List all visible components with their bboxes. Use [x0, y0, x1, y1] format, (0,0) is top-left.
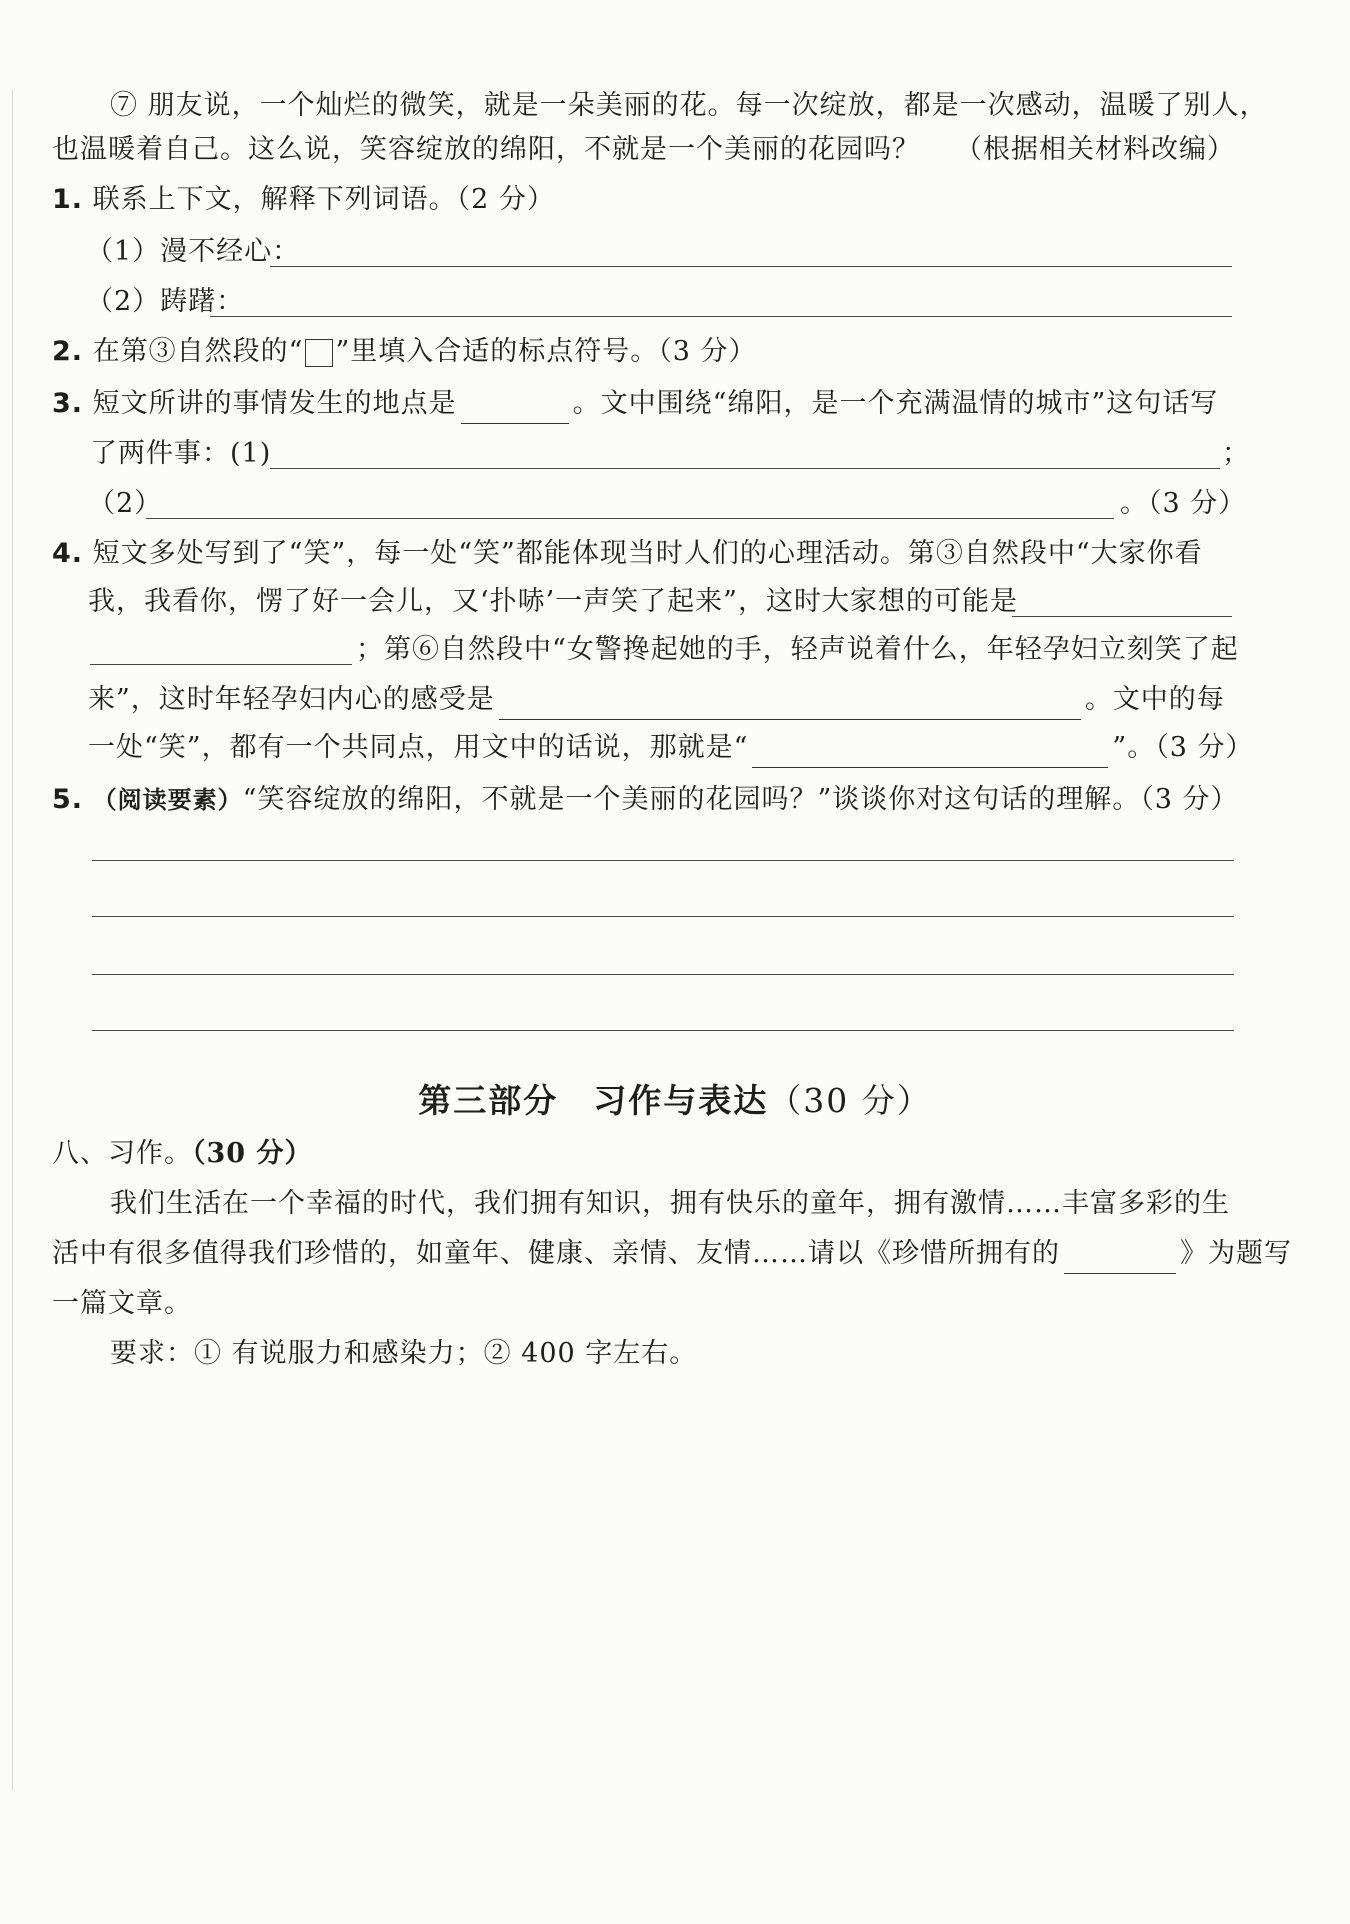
- answer-line-q5-3[interactable]: [92, 974, 1234, 975]
- answer-line-q4-2[interactable]: [499, 689, 1081, 720]
- writing-line-2b: 》为题写: [1180, 1238, 1292, 1269]
- question-1-item-1: （1）漫不经心：: [86, 236, 301, 267]
- reading-element-tag: （阅读要素）: [92, 785, 243, 814]
- question-4-text-4b: 。文中的每: [1084, 684, 1225, 715]
- writing-heading-points: （30 分）: [192, 1138, 313, 1169]
- question-1-number: 1.: [52, 184, 84, 215]
- answer-line-q5-1[interactable]: [92, 860, 1234, 861]
- question-3-text-b: 。文中围绕“绵阳，是一个充满温情的城市”这句话写: [572, 388, 1219, 419]
- question-1-text: 联系上下文，解释下列词语。（2 分）: [92, 184, 555, 215]
- question-3-line-2: 了两件事：(1): [90, 438, 272, 469]
- question-4-text-1: 短文多处写到了“笑”，每一处“笑”都能体现当时人们的心理活动。第③自然段中“大家你看: [92, 538, 1203, 569]
- question-5-text: “笑容绽放的绵阳，不就是一个美丽的花园吗？”谈谈你对这句话的理解。（3 分）: [242, 784, 1239, 815]
- section-3-points: （30 分）: [768, 1081, 932, 1120]
- question-3-number: 3.: [52, 388, 84, 419]
- question-1-item-2: （2）踌躇：: [86, 286, 245, 317]
- answer-line-q1-2[interactable]: [210, 316, 1232, 317]
- question-2: [52, 332, 757, 372]
- writing-line-3: 一篇文章。: [52, 1288, 192, 1319]
- question-5-number: 5.: [52, 784, 84, 815]
- section-3-title: [0, 1075, 1350, 1122]
- question-3-line-3-end: 。（3 分）: [1120, 488, 1247, 519]
- question-2-text-b: ”里填入合适的标点符号。（3 分）: [335, 336, 757, 367]
- question-3-line-1: [52, 384, 1218, 424]
- writing-requirements: 要求：① 有说服力和感染力；② 400 字左右。: [110, 1338, 698, 1369]
- question-4-text-4a: 来”，这时年轻孕妇内心的感受是: [88, 684, 495, 715]
- question-4-line-2: 我，我看你，愣了好一会儿，又‘扑哧’一声笑了起来”，这时大家想的可能是: [88, 586, 1018, 617]
- question-5: [52, 780, 1239, 820]
- answer-line-q4-1a[interactable]: [1012, 616, 1232, 617]
- writing-line-2a: 活中有很多值得我们珍惜的，如童年、健康、亲情、友情……请以《珍惜所拥有的: [52, 1238, 1060, 1269]
- answer-line-q5-2[interactable]: [92, 916, 1234, 917]
- answer-line-q4-3[interactable]: [752, 737, 1108, 768]
- question-3-line-2-end: ；: [1222, 438, 1250, 469]
- answer-line-q3-1[interactable]: [270, 468, 1220, 469]
- writing-line-2: [52, 1234, 1292, 1274]
- question-2-text-a: 在第③自然段的“: [92, 336, 304, 367]
- answer-line-q5-4[interactable]: [92, 1030, 1234, 1031]
- question-2-number: 2.: [52, 336, 84, 367]
- place-blank[interactable]: [461, 393, 569, 424]
- title-blank[interactable]: [1064, 1243, 1176, 1274]
- writing-heading-text: 八、习作。: [52, 1138, 192, 1169]
- answer-line-q3-2[interactable]: [146, 518, 1114, 519]
- writing-line-1: 我们生活在一个幸福的时代，我们拥有知识，拥有快乐的童年，拥有激情……丰富多彩的生: [110, 1188, 1230, 1219]
- question-4-text-5b: ”。（3 分）: [1112, 732, 1254, 763]
- answer-line-q4-1b[interactable]: [90, 664, 352, 665]
- question-1: [52, 180, 555, 220]
- question-4-line-4: [88, 680, 1225, 720]
- question-4-line-1: [52, 534, 1203, 574]
- answer-line-q1-1[interactable]: [270, 266, 1232, 267]
- question-4-number: 4.: [52, 538, 84, 569]
- punctuation-box[interactable]: [305, 339, 333, 367]
- passage-source: （根据相关材料改编）: [955, 134, 1235, 165]
- writing-heading: [52, 1134, 312, 1174]
- question-3-text-a: 短文所讲的事情发生的地点是: [92, 388, 457, 419]
- margin-line: [12, 90, 13, 1790]
- passage-para7-line1: ⑦ 朋友说，一个灿烂的微笑，就是一朵美丽的花。每一次绽放，都是一次感动，温暖了别人，: [110, 90, 1268, 121]
- question-4-line-5: [88, 728, 1254, 768]
- passage-para7-line2: 也温暖着自己。这么说，笑容绽放的绵阳，不就是一个美丽的花园吗？: [52, 134, 920, 165]
- section-3-title-text: 第三部分 习作与表达: [418, 1081, 769, 1120]
- question-4-line-3: ；第⑥自然段中“女警搀起她的手，轻声说着什么，年轻孕妇立刻笑了起: [356, 634, 1239, 665]
- question-4-text-5a: 一处“笑”，都有一个共同点，用文中的话说，那就是“: [88, 732, 749, 763]
- question-3-line-3: （2）: [88, 488, 163, 519]
